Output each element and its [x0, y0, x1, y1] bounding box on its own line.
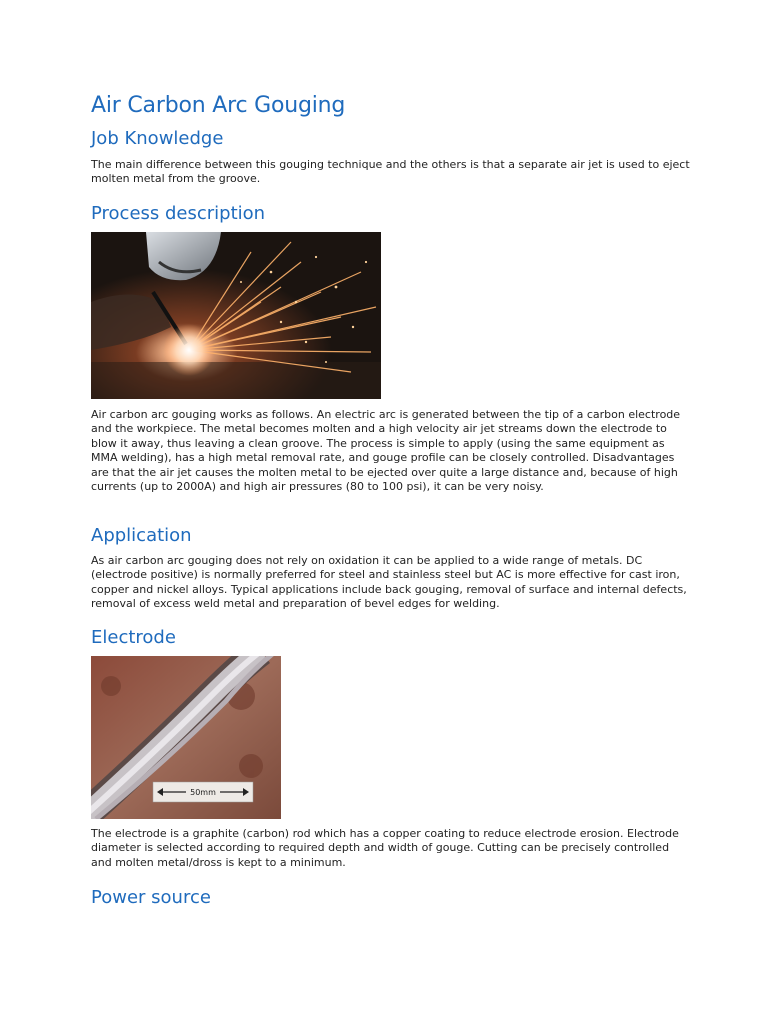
- heading-process-description: Process description: [91, 203, 266, 224]
- paragraph-process-description: Air carbon arc gouging works as follows. An electric arc is generated between the tip of a carbon electrode and the workpiece. The metal becomes molten and a high velocity air jet streams down the electrode to blow it away, thus leaving a clean groove. The process is simple to apply (using the same equipment as MMA welding), has a high metal removal rate, and gouge profile can be closely controlled. Disadvantages are that the air jet causes the molten metal to be ejected over quite a large distance and, because of high currents (up to 2000A) and high air pressures (80 to 100 psi), it can be very noisy.: [91, 408, 681, 494]
- heading-power-source: Power source: [91, 887, 211, 908]
- paragraph-application: As air carbon arc gouging does not rely on oxidation it can be applied to a wide range of metals. DC (electrode positive) is normally preferred for steel and stainless steel but AC is more effective for cast iron, copper and nickel alloys. Typical applications include back gouging, removal of surface and internal defects, removal of excess weld metal and preparation of bevel edges for welding.: [91, 554, 687, 611]
- scale-label: 50mm: [190, 788, 216, 797]
- paragraph-electrode: The electrode is a graphite (carbon) rod which has a copper coating to reduce electrode erosion. Electrode diameter is selected according to required depth and width of gouge. Cutting can be precisely controlled and molten metal/dross is kept to a minimum.: [91, 827, 679, 869]
- page-title: Air Carbon Arc Gouging: [91, 93, 346, 118]
- heading-electrode: Electrode: [91, 627, 176, 648]
- paragraph-job-knowledge: The main difference between this gouging technique and the others is that a separate air jet is used to eject molten metal from the groove.: [91, 158, 690, 186]
- heading-application: Application: [91, 525, 192, 546]
- gouged-groove-photo: [91, 656, 281, 819]
- welding-sparks-photo: [91, 232, 381, 399]
- heading-job-knowledge: Job Knowledge: [91, 128, 224, 149]
